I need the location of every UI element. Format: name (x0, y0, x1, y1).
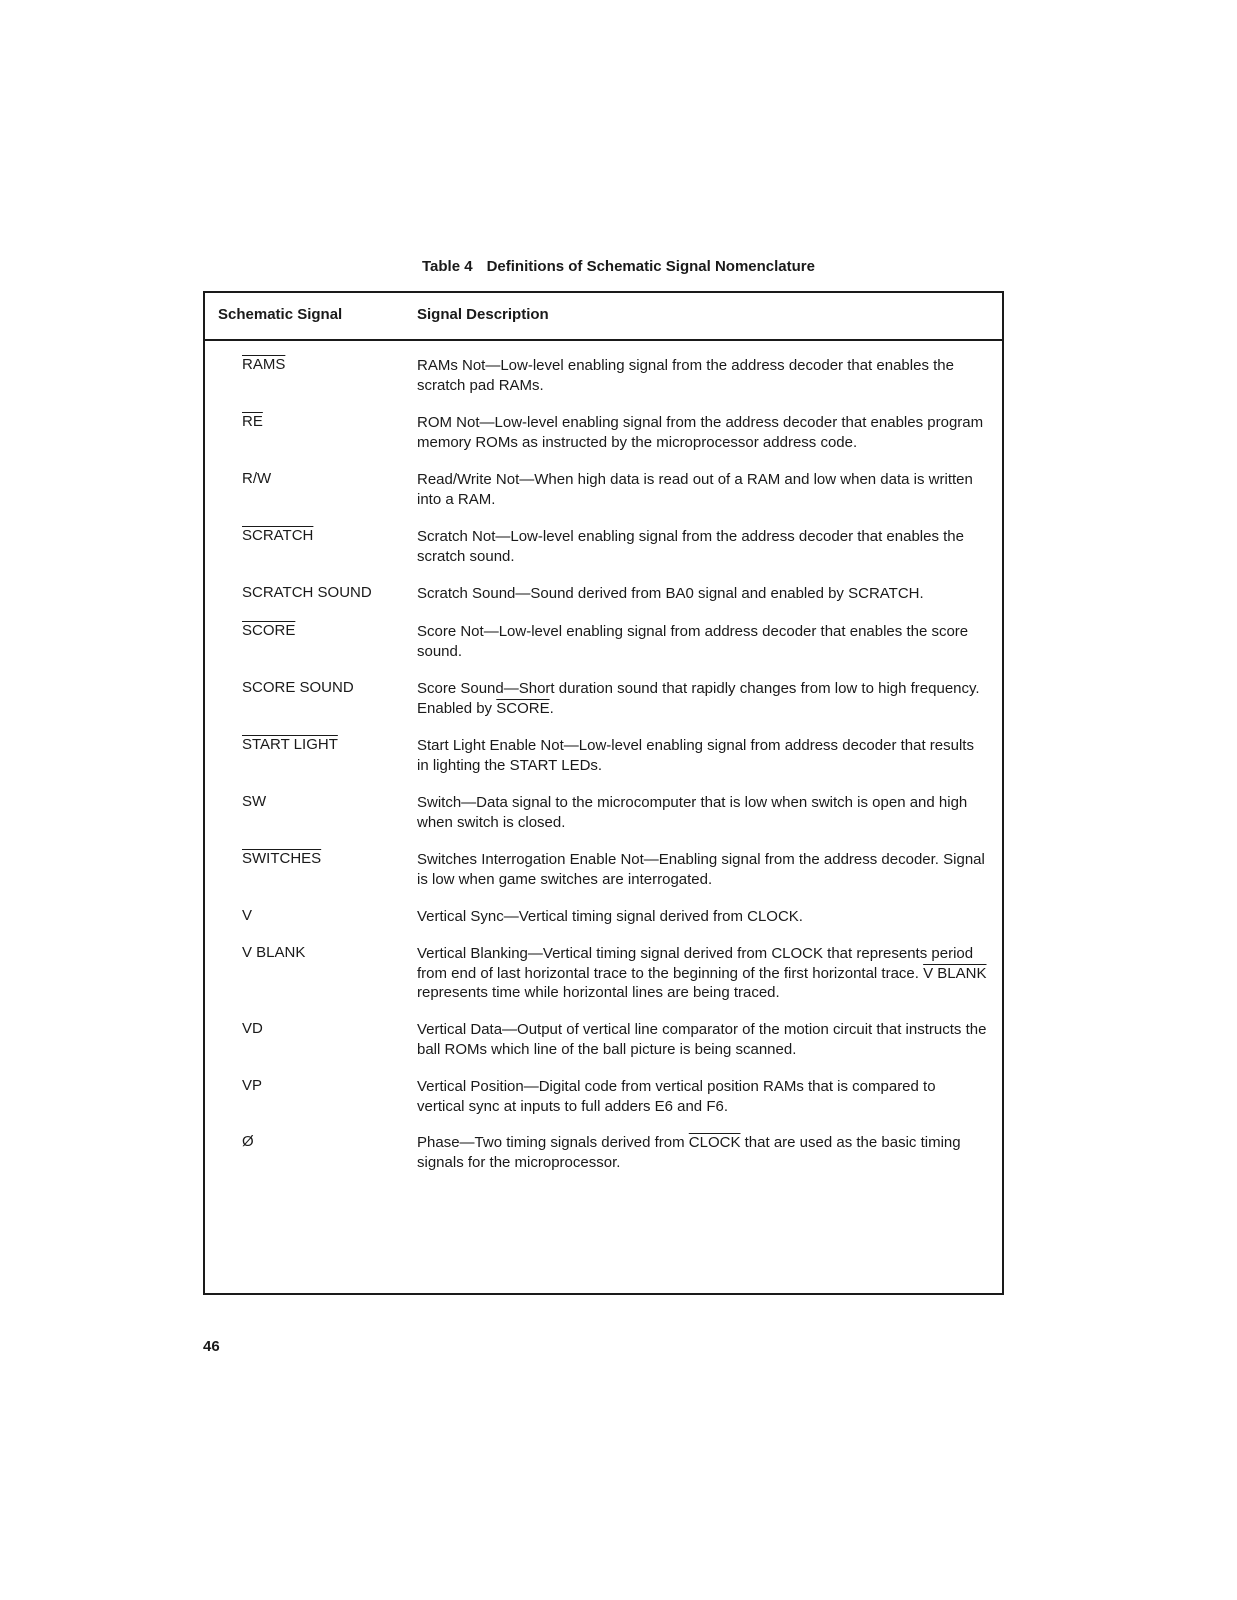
table-frame (203, 291, 1004, 1295)
signal-description (417, 584, 987, 604)
description-text: represents time while horizontal lines are being traced. (417, 984, 780, 1001)
table-title: Definitions of Schematic Signal Nomenclature (486, 258, 815, 275)
signal-name: SCORE (242, 622, 296, 639)
overlined-signal-ref: SCORE (496, 699, 550, 717)
description-text: Scratch Not—Low-level enabling signal from the address decoder that enables the scratch sound. (417, 528, 964, 565)
signal-name: V BLANK (242, 944, 306, 961)
description-text: Phase—Two timing signals derived from (417, 1134, 689, 1151)
signal-name: R/W (242, 470, 272, 487)
signal-name: Ø (242, 1133, 254, 1150)
description-text: . (549, 699, 554, 717)
signal-name: SWITCHES (242, 850, 322, 867)
signal-description (417, 679, 987, 718)
signal-description (417, 736, 987, 775)
signal-description (417, 413, 987, 452)
table-header (205, 293, 1002, 341)
signal-description (417, 793, 987, 832)
description-text: Vertical Data—Output of vertical line comparator of the motion circuit that instructs the ball ROMs which line of the ball picture is being scanned. (417, 1021, 987, 1058)
signal-description (417, 622, 987, 661)
description-text: Score Not—Low-level enabling signal from address decoder that enables the score sound. (417, 623, 969, 660)
signal-description (417, 1133, 987, 1172)
signal-description (417, 850, 987, 889)
signal-description (417, 356, 987, 395)
table-caption (0, 258, 1237, 275)
signal-name: SCORE SOUND (242, 679, 354, 696)
signal-name: SW (242, 793, 267, 810)
signal-name: V (242, 907, 253, 924)
signal-name: VD (242, 1020, 263, 1037)
signal-name: $\overline{RE}$ (242, 413, 263, 430)
signal-description (417, 527, 987, 566)
description-text: Switches Interrogation Enable Not—Enabling signal from the address decoder. Signal is low when game switches are interrogated. (417, 851, 985, 888)
signal-name: SCRATCH SOUND (242, 584, 372, 601)
signal-name: START LIGHT (242, 736, 338, 753)
overlined-signal-ref: CLOCK (688, 1134, 741, 1151)
description-text: RAMs Not—Low-level enabling signal from the address decoder that enables the scratch pad RAMs. (417, 357, 954, 394)
header-signal-description: Signal Description (417, 306, 549, 323)
description-text: ROM Not—Low-level enabling signal from the address decoder that enables program memory ROMs as instructed by the microprocessor address code. (417, 414, 984, 451)
signal-description (417, 907, 987, 927)
signal-description (417, 470, 987, 509)
description-text: Vertical Blanking—Vertical timing signal derived from CLOCK that represents period from end of last horizontal trace to the beginning of the first horizontal trace. (417, 945, 974, 982)
signal-description (417, 1077, 987, 1116)
table-number: Table 4 (422, 258, 473, 275)
description-text: Read/Write Not—When high data is read out of a RAM and low when data is written into a RAM. (417, 471, 973, 508)
description-text: Scratch Sound—Sound derived from BA0 signal and enabled by SCRATCH. (417, 585, 924, 602)
description-text: Vertical Sync—Vertical timing signal derived from CLOCK. (417, 908, 803, 925)
description-text: Start Light Enable Not—Low-level enabling signal from address decoder that results in lighting the START LEDs. (417, 737, 974, 774)
header-schematic-signal: Schematic Signal (218, 306, 343, 323)
overlined-signal-ref: V BLANK (923, 964, 987, 982)
signal-name: VP (242, 1077, 263, 1094)
description-text: Vertical Position—Digital code from vertical position RAMs that is compared to vertical sync at inputs to full adders E6 and F6. (417, 1078, 936, 1115)
signal-name: SCRATCH (242, 527, 314, 544)
signal-name: RAMS (242, 356, 286, 373)
page-number: 46 (203, 1338, 220, 1355)
description-text: that are used as the basic timing signals for the microprocessor. (417, 1134, 961, 1171)
signal-description (417, 944, 987, 1003)
description-text: Score Sound—Short duration sound that rapidly changes from low to high frequency. Enabled by (417, 680, 980, 717)
signal-description (417, 1020, 987, 1059)
description-text: Switch—Data signal to the microcomputer that is low when switch is open and high when switch is closed. (417, 794, 968, 831)
